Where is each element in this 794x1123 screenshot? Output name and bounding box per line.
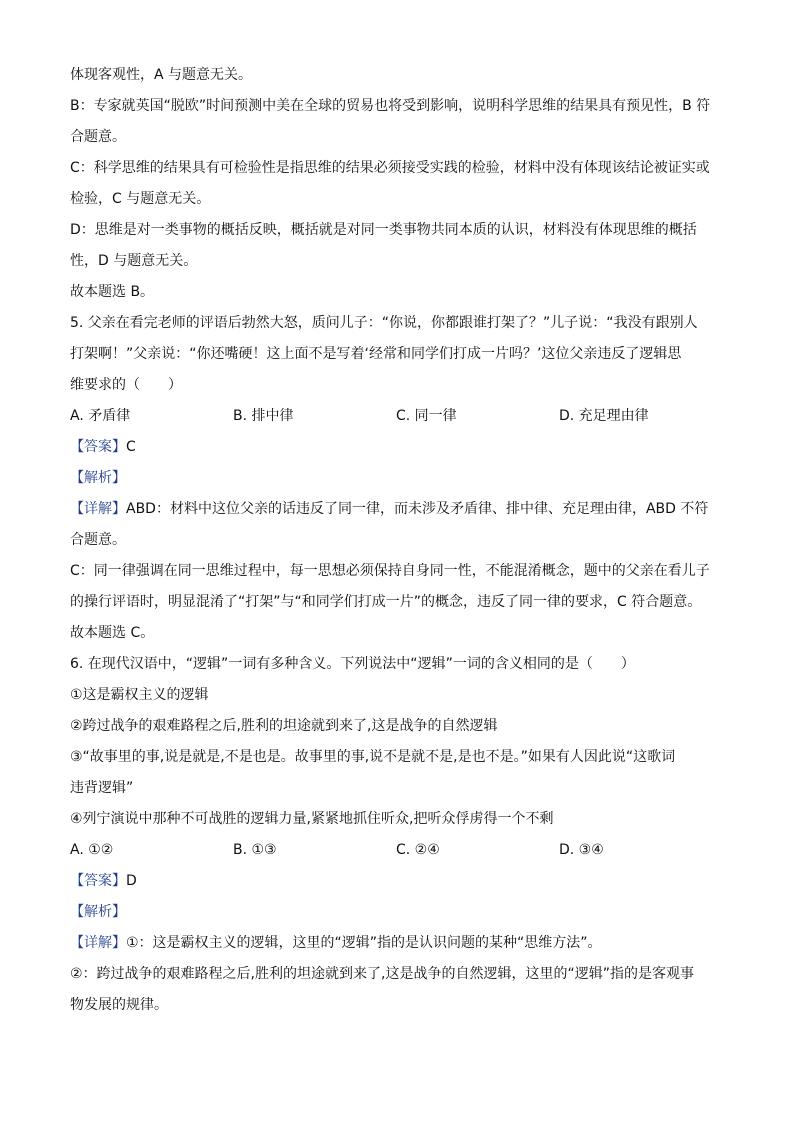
answer-tag: 【答案】 <box>70 873 126 889</box>
text-line: 故本题选 B。 <box>70 284 155 300</box>
detail-line <box>70 928 724 959</box>
option-b: B. 排中律 <box>233 408 294 424</box>
question-stem-line: 6. 在现代汉语中，“逻辑”一词有多种含义。下列说法中“逻辑”一词的含义相同的是（ ） <box>70 656 635 672</box>
question-6 <box>70 649 724 1021</box>
question-5 <box>70 308 724 649</box>
question-stem-line: 维要求的（ ） <box>70 377 182 393</box>
option-d: D. 充足理由律 <box>559 408 649 424</box>
question-stem-line: ④列宁演说中那种不可战胜的逻辑力量,紧紧地抓住听众,把听众俘虏得一个不剩 <box>70 811 554 827</box>
text-line: 合题意。 <box>70 129 126 145</box>
text-line: 体现客观性，A 与题意无关。 <box>70 67 253 83</box>
detail-text: ①：这是霸权主义的逻辑，这里的“逻辑”指的是认识问题的某种“思维方法”。 <box>126 935 602 951</box>
option-b: B. ①③ <box>233 842 277 858</box>
question-stem-line: 打架啊！”父亲说：“你还嘴硬！这上面不是写着‘经常和同学们打成一片吗？’这位父亲违反了逻辑思 <box>70 346 682 362</box>
detail-line <box>70 494 724 525</box>
detail-text: ABD：材料中这位父亲的话违反了同一律，而未涉及矛盾律、排中律、充足理由律，ABD 不符 <box>126 501 709 517</box>
option-c: C. ②④ <box>396 842 440 858</box>
question-stem-line: 5. 父亲在看完老师的评语后勃然大怒，质问儿子：“你说，你都跟谁打架了？”儿子说：“我没有跟别人 <box>70 315 698 331</box>
detail-line: 物发展的规律。 <box>70 997 168 1013</box>
answer-value: C <box>126 439 136 455</box>
question-stem-line: ②跨过战争的艰难路程之后,胜利的坦途就到来了,这是战争的自然逻辑 <box>70 718 498 734</box>
text-line: 性，D 与题意无关。 <box>70 253 198 269</box>
option-a: A. ①② <box>70 842 114 858</box>
options-row <box>70 835 724 866</box>
analysis-line <box>70 463 724 494</box>
option-c: C. 同一律 <box>396 408 457 424</box>
text-line: D：思维是对一类事物的概括反映，概括就是对同一类事物共同本质的认识，材料没有体现思维的概括 <box>70 222 697 238</box>
text-line: C：科学思维的结果具有可检验性是指思维的结果必须接受实践的检验，材料中没有体现该结论被证实或 <box>70 160 710 176</box>
text-line: B：专家就英国“脱欧”时间预测中美在全球的贸易也将受到影响，说明科学思维的结果具有预见性，B 符 <box>70 98 711 114</box>
answer-line <box>70 432 724 463</box>
options-row <box>70 401 724 432</box>
analysis-tag: 【解析】 <box>70 904 126 920</box>
detail-line: 的操行评语时，明显混淆了“打架”与“和同学们打成一片”的概念，违反了同一律的要求，C 符合题意。 <box>70 594 702 610</box>
answer-value: D <box>126 873 137 889</box>
detail-line: 故本题选 C。 <box>70 625 155 641</box>
question-stem-line: ①这是霸权主义的逻辑 <box>70 687 209 703</box>
analysis-line <box>70 897 724 928</box>
detail-line: C：同一律强调在同一思维过程中，每一思想必须保持自身同一性，不能混淆概念，题中的父亲在看儿子 <box>70 563 710 579</box>
text-line: 检验，C 与题意无关。 <box>70 191 211 207</box>
answer-tag: 【答案】 <box>70 439 126 455</box>
question-stem-line: 违背逻辑” <box>70 780 134 796</box>
detail-line: 合题意。 <box>70 532 126 548</box>
answer-line <box>70 866 724 897</box>
option-a: A. 矛盾律 <box>70 408 131 424</box>
analysis-tag: 【解析】 <box>70 470 126 486</box>
option-d: D. ③④ <box>559 842 604 858</box>
question-stem-line: ③“故事里的事,说是就是,不是也是。故事里的事,说不是就不是,是也不是。”如果有人因此说“这歌词 <box>70 749 676 765</box>
detail-tag: 【详解】 <box>70 935 126 951</box>
detail-line: ②：跨过战争的艰难路程之后,胜利的坦途就到来了,这是战争的自然逻辑，这里的“逻辑”指的是客观事 <box>70 966 694 982</box>
detail-tag: 【详解】 <box>70 501 126 517</box>
